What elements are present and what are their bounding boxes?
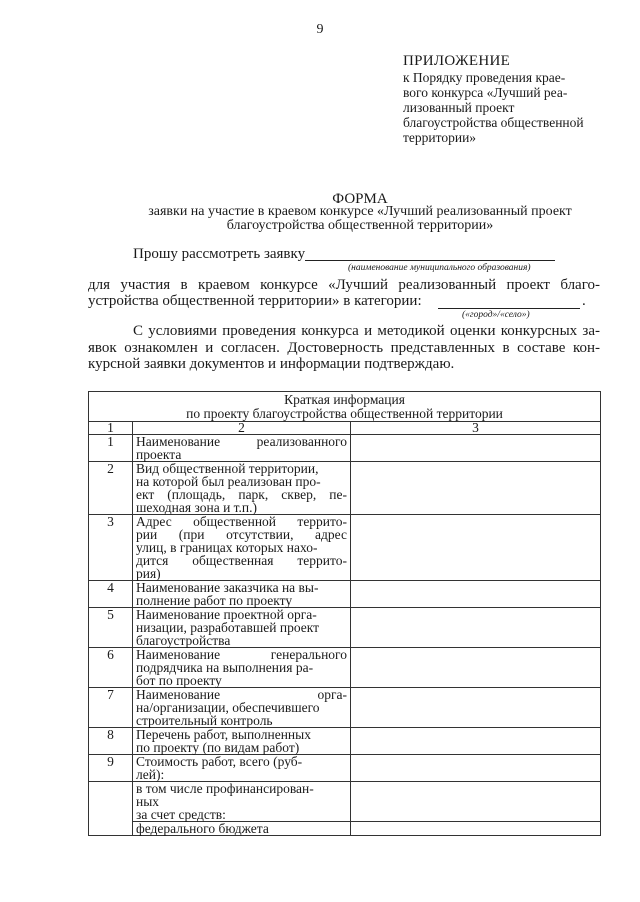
table-row bbox=[89, 462, 601, 515]
row-label-line: низации, разработавшей проект bbox=[136, 620, 320, 635]
appendix-line: территории» bbox=[403, 130, 477, 145]
form-title: ФОРМА bbox=[332, 191, 388, 207]
row-label-line: дится общественная террито- bbox=[136, 553, 347, 568]
row-value-cell[interactable] bbox=[351, 688, 601, 728]
appendix-line: вого конкурса «Лучший реа- bbox=[403, 85, 568, 100]
category-field[interactable] bbox=[438, 306, 580, 309]
row-label bbox=[133, 782, 351, 822]
row-label bbox=[133, 822, 351, 836]
agreement-line: явок ознакомлен и согласен. Достоверность представленных в составе кон- bbox=[88, 340, 600, 356]
row-label-line: на которой был реализован про- bbox=[136, 474, 321, 489]
row-value-cell[interactable] bbox=[351, 648, 601, 688]
municipality-field[interactable] bbox=[305, 258, 555, 261]
table-row bbox=[89, 435, 601, 462]
column-number-row bbox=[89, 422, 601, 435]
table-row bbox=[89, 688, 601, 728]
appendix-line: благоустройства общественной bbox=[403, 115, 584, 130]
row-label-line: Наименование реализованного bbox=[136, 434, 347, 449]
row-number: 6 bbox=[89, 648, 133, 688]
row-label bbox=[133, 688, 351, 728]
row-label-line: на/организации, обеспечившего bbox=[136, 700, 320, 715]
table-row bbox=[89, 755, 601, 782]
column-number: 3 bbox=[351, 422, 601, 435]
table-caption-row bbox=[89, 392, 601, 422]
row-label-line: бот по проекту bbox=[136, 673, 222, 688]
row-label-line: в том числе профинансирован- bbox=[136, 781, 314, 796]
participation-end: . bbox=[582, 293, 586, 309]
row-label bbox=[133, 581, 351, 608]
form-subtitle-line: заявки на участие в краевом конкурсе «Лучший реализованный проект bbox=[148, 204, 572, 219]
agreement-line: С условиями проведения конкурса и методикой оценки конкурсных за- bbox=[133, 323, 600, 339]
row-label-line: Наименование орга- bbox=[136, 687, 347, 702]
row-number: 2 bbox=[89, 462, 133, 515]
table-caption-line: Краткая информация bbox=[284, 392, 405, 407]
table-row bbox=[89, 728, 601, 755]
row-label-line: рии (при отсутствии, адрес bbox=[136, 527, 347, 542]
row-value-cell[interactable] bbox=[351, 822, 601, 836]
row-number: 7 bbox=[89, 688, 133, 728]
row-value-cell[interactable] bbox=[351, 608, 601, 648]
row-label-line: шеходная зона и т.п.) bbox=[136, 500, 258, 515]
table-row bbox=[89, 648, 601, 688]
row-value-cell[interactable] bbox=[351, 581, 601, 608]
row-label-line: Вид общественной территории, bbox=[136, 461, 319, 476]
row-number: 8 bbox=[89, 728, 133, 755]
row-label-line: Наименование проектной орга- bbox=[136, 607, 317, 622]
row-label-line: подрядчика на выполнения ра- bbox=[136, 660, 314, 675]
form-subtitle bbox=[120, 205, 600, 233]
category-hint: («город»/«село») bbox=[462, 310, 530, 320]
agreement-line: курсной заявки документов и информации подтверждаю. bbox=[88, 356, 455, 372]
table-sub-row bbox=[89, 822, 601, 836]
page-number: 9 bbox=[316, 22, 324, 37]
table-caption-line: по проекту благоустройства общественной территории bbox=[186, 406, 503, 421]
row-label bbox=[133, 648, 351, 688]
appendix-heading: ПРИЛОЖЕНИЕ bbox=[403, 53, 511, 69]
appendix-block bbox=[403, 54, 598, 145]
row-label-line: улиц, в границах которых нахо- bbox=[136, 540, 318, 555]
row-label-line: по проекту (по видам работ) bbox=[136, 740, 300, 755]
form-subtitle-line: благоустройства общественной территории» bbox=[226, 218, 494, 233]
row-label-line: полнение работ по проекту bbox=[136, 593, 293, 608]
row-value-cell[interactable] bbox=[351, 755, 601, 782]
row-label bbox=[133, 728, 351, 755]
row-value-cell[interactable] bbox=[351, 728, 601, 755]
row-label-line: рия) bbox=[136, 566, 161, 581]
row-number: 9 bbox=[89, 755, 133, 782]
row-label-line: ект (площадь, парк, сквер, пе- bbox=[136, 487, 347, 502]
row-label-line: лей): bbox=[136, 767, 165, 782]
row-label-line: благоустройства bbox=[136, 633, 231, 648]
table-row bbox=[89, 608, 601, 648]
row-label bbox=[133, 755, 351, 782]
row-label-line: федерального бюджета bbox=[136, 821, 269, 836]
column-number: 2 bbox=[133, 422, 351, 435]
table-caption bbox=[89, 392, 601, 422]
row-value-cell[interactable] bbox=[351, 462, 601, 515]
row-value-cell[interactable] bbox=[351, 435, 601, 462]
row-label-line: проекта bbox=[136, 447, 182, 462]
municipality-hint: (наименование муниципального образования) bbox=[348, 263, 531, 273]
row-number: 5 bbox=[89, 608, 133, 648]
appendix-line: лизованный проект bbox=[403, 100, 515, 115]
row-number-empty bbox=[89, 782, 133, 822]
row-label-line: Наименование генерального bbox=[136, 647, 347, 662]
row-label-line: Стоимость работ, всего (руб- bbox=[136, 754, 303, 769]
row-label bbox=[133, 515, 351, 581]
row-number-empty bbox=[89, 822, 133, 836]
table-sub-row bbox=[89, 782, 601, 822]
column-number: 1 bbox=[89, 422, 133, 435]
row-label bbox=[133, 435, 351, 462]
row-label bbox=[133, 608, 351, 648]
table-row bbox=[89, 515, 601, 581]
row-label-line: Адрес общественной террито- bbox=[136, 514, 347, 529]
row-label-line: за счет средств: bbox=[136, 807, 226, 822]
row-label-line: Перечень работ, выполненных bbox=[136, 727, 311, 742]
row-label bbox=[133, 462, 351, 515]
participation-line: для участия в краевом конкурсе «Лучший реализованный проект благо- bbox=[88, 277, 600, 293]
row-number: 4 bbox=[89, 581, 133, 608]
project-info-table bbox=[88, 391, 601, 836]
appendix-line: к Порядку проведения крае- bbox=[403, 70, 566, 85]
row-number: 1 bbox=[89, 435, 133, 462]
row-value-cell[interactable] bbox=[351, 515, 601, 581]
row-label-line: Наименование заказчика на вы- bbox=[136, 580, 319, 595]
row-value-cell[interactable] bbox=[351, 782, 601, 822]
table-row bbox=[89, 581, 601, 608]
request-label: Прошу рассмотреть заявку bbox=[133, 246, 306, 262]
participation-line: устройства общественной территории» в категории: bbox=[88, 293, 422, 309]
row-number: 3 bbox=[89, 515, 133, 581]
row-label-line: строительный контроль bbox=[136, 713, 273, 728]
row-label-line: ных bbox=[136, 794, 160, 809]
